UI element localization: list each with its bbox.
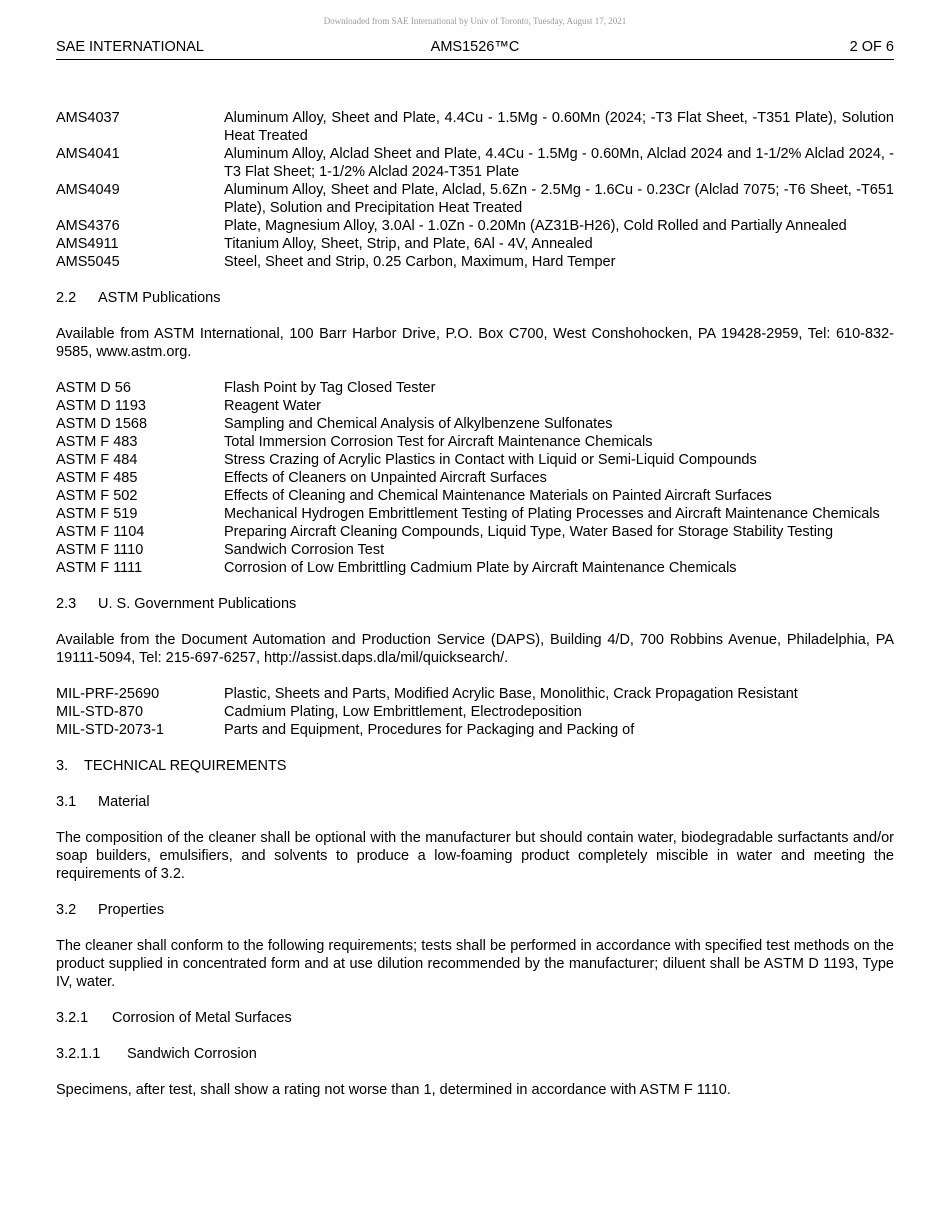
section-number: 3.: [56, 758, 69, 774]
reference-code: ASTM D 1568: [56, 416, 148, 432]
reference-title: Aluminum Alloy, Sheet and Plate, 4.4Cu - 1.5Mg - 0.60Mn (2024; -T3 Flat Sheet, -T351 Plate), Solution Heat Treated: [224, 110, 894, 144]
reference-code: ASTM F 1111: [56, 560, 143, 576]
section-title: Corrosion of Metal Surfaces: [112, 1010, 292, 1026]
section-number: 3.2.1: [56, 1010, 89, 1026]
section-title: Sandwich Corrosion: [127, 1046, 257, 1062]
download-watermark: Downloaded from SAE International by Univ of Toronto, Tuesday, August 17, 2021: [323, 16, 627, 26]
header-publisher: SAE INTERNATIONAL: [56, 39, 204, 55]
reference-row: [56, 379, 894, 397]
reference-row: [56, 451, 894, 469]
section-title: Material: [98, 794, 150, 810]
reference-row: [56, 235, 894, 253]
reference-code: ASTM F 484: [56, 452, 138, 468]
astm-availability-paragraph: Available from ASTM International, 100 Barr Harbor Drive, P.O. Box C700, West Conshohocken, PA 19428-2959, Tel: 610-832-9585, www.astm.org.: [56, 326, 894, 360]
reference-row: [56, 397, 894, 415]
reference-row: [56, 487, 894, 505]
reference-code: AMS4376: [56, 218, 120, 234]
reference-title: Steel, Sheet and Strip, 0.25 Carbon, Maximum, Hard Temper: [224, 254, 616, 270]
section-heading-3-2: [56, 901, 894, 919]
reference-code: ASTM F 1110: [56, 542, 144, 558]
reference-code: ASTM F 519: [56, 506, 138, 522]
section-heading-3-2-1-1: [56, 1045, 894, 1063]
reference-title: Reagent Water: [224, 398, 321, 414]
reference-row: [56, 415, 894, 433]
reference-code: ASTM F 1104: [56, 524, 145, 540]
ams-reference-list: [56, 109, 894, 271]
reference-code: ASTM D 56: [56, 380, 131, 396]
reference-row: [56, 253, 894, 271]
section-heading-2-3: [56, 595, 894, 613]
reference-row: [56, 505, 894, 523]
section-title: ASTM Publications: [98, 290, 221, 306]
reference-title: Stress Crazing of Acrylic Plastics in Contact with Liquid or Semi-Liquid Compounds: [224, 452, 757, 468]
reference-row: [56, 685, 894, 703]
document-body: [56, 109, 894, 1117]
properties-paragraph: The cleaner shall conform to the following requirements; tests shall be performed in accordance with specified test methods on the product supplied in concentrated form and at use dilution recommended by the manufacturer; diluent shall be ASTM D 1193, Type IV, water.: [56, 938, 894, 990]
reference-title: Plate, Magnesium Alloy, 3.0Al - 1.0Zn - 0.20Mn (AZ31B-H26), Cold Rolled and Partially Annealed: [224, 218, 847, 234]
section-heading-2-2: [56, 289, 894, 307]
reference-title: Effects of Cleaning and Chemical Maintenance Materials on Painted Aircraft Surfaces: [224, 488, 772, 504]
reference-title: Corrosion of Low Embrittling Cadmium Plate by Aircraft Maintenance Chemicals: [224, 560, 737, 576]
reference-code: AMS5045: [56, 254, 120, 270]
daps-availability-paragraph: Available from the Document Automation and Production Service (DAPS), Building 4/D, 700 Robbins Avenue, Philadelphia, PA 19111-5094, Tel: 215-697-6257, http://assist.daps.dla/mil/quicksearch/.: [56, 632, 894, 666]
section-number: 3.2: [56, 902, 77, 918]
reference-row: [56, 217, 894, 235]
reference-row: [56, 145, 894, 181]
reference-code: MIL-STD-870: [56, 704, 144, 720]
reference-title: Mechanical Hydrogen Embrittlement Testing of Plating Processes and Aircraft Maintenance Chemicals: [224, 506, 880, 522]
section-title: U. S. Government Publications: [98, 596, 297, 612]
astm-reference-list: [56, 379, 894, 577]
reference-row: [56, 433, 894, 451]
section-heading-3-2-1: [56, 1009, 894, 1027]
section-heading-3-1: [56, 793, 894, 811]
reference-row: [56, 559, 894, 577]
reference-title: Preparing Aircraft Cleaning Compounds, Liquid Type, Water Based for Storage Stability Testing: [224, 524, 834, 540]
reference-title: Flash Point by Tag Closed Tester: [224, 380, 436, 396]
reference-code: AMS4041: [56, 146, 120, 162]
material-paragraph: The composition of the cleaner shall be optional with the manufacturer but should contain water, biodegradable surfactants and/or soap builders, emulsifiers, and solvents to produce a low-foaming product completely miscible in water and meeting the requirements of 3.2.: [56, 830, 894, 882]
reference-title: Total Immersion Corrosion Test for Aircraft Maintenance Chemicals: [224, 434, 653, 450]
section-number: 3.2.1.1: [56, 1046, 101, 1062]
reference-title: Sandwich Corrosion Test: [224, 542, 385, 558]
section-heading-3: [56, 757, 894, 775]
reference-row: [56, 109, 894, 145]
reference-code: AMS4049: [56, 182, 120, 198]
reference-row: [56, 541, 894, 559]
reference-title: Aluminum Alloy, Alclad Sheet and Plate, 4.4Cu - 1.5Mg - 0.60Mn, Alclad 2024 and 1-1/2% Alclad 2024, -T3 Flat Sheet; 1-1/2% Alclad 2024-T351 Plate: [224, 146, 894, 180]
mil-reference-list: [56, 685, 894, 739]
sandwich-corrosion-paragraph: Specimens, after test, shall show a rating not worse than 1, determined in accordance with ASTM F 1110.: [56, 1082, 731, 1098]
reference-row: [56, 721, 894, 739]
reference-title: Parts and Equipment, Procedures for Packaging and Packing of: [224, 722, 635, 738]
reference-title: Effects of Cleaners on Unpainted Aircraft Surfaces: [224, 470, 547, 486]
header-document-number: AMS1526™C: [430, 39, 520, 55]
page-header: [56, 39, 894, 60]
reference-title: Sampling and Chemical Analysis of Alkylbenzene Sulfonates: [224, 416, 613, 432]
reference-code: AMS4911: [56, 236, 119, 252]
reference-code: MIL-STD-2073-1: [56, 722, 164, 738]
reference-title: Cadmium Plating, Low Embrittlement, Electrodeposition: [224, 704, 582, 720]
reference-title: Titanium Alloy, Sheet, Strip, and Plate, 6Al - 4V, Annealed: [224, 236, 593, 252]
reference-code: MIL-PRF-25690: [56, 686, 160, 702]
reference-code: ASTM F 485: [56, 470, 138, 486]
section-number: 2.3: [56, 596, 77, 612]
reference-code: ASTM D 1193: [56, 398, 146, 414]
reference-row: [56, 523, 894, 541]
section-number: 3.1: [56, 794, 77, 810]
section-title: TECHNICAL REQUIREMENTS: [84, 758, 287, 774]
section-number: 2.2: [56, 290, 77, 306]
reference-title: Plastic, Sheets and Parts, Modified Acrylic Base, Monolithic, Crack Propagation Resistant: [224, 686, 798, 702]
reference-row: [56, 181, 894, 217]
reference-row: [56, 469, 894, 487]
reference-title: Aluminum Alloy, Sheet and Plate, Alclad, 5.6Zn - 2.5Mg - 1.6Cu - 0.23Cr (Alclad 7075; -T6 Sheet, -T651 Plate), Solution and Precipitation Heat Treated: [224, 182, 894, 216]
reference-code: AMS4037: [56, 110, 120, 126]
reference-row: [56, 703, 894, 721]
section-title: Properties: [98, 902, 165, 918]
reference-code: ASTM F 502: [56, 488, 138, 504]
header-page-number: 2 OF 6: [849, 39, 894, 55]
reference-code: ASTM F 483: [56, 434, 138, 450]
